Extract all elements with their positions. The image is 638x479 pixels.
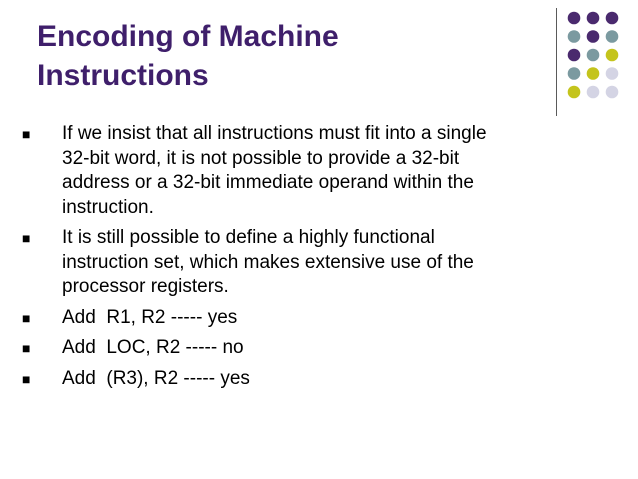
bullet-item — [18, 226, 578, 300]
bullet-text-line: instruction set, which makes extensive use of the — [62, 251, 474, 273]
decorative-dot — [587, 67, 600, 80]
decorative-dot — [568, 49, 581, 62]
decorative-dot — [568, 67, 581, 80]
decorative-dot — [587, 86, 600, 99]
slide-title-line-1: Encoding of Machine — [37, 20, 339, 53]
decorative-dot — [606, 67, 619, 80]
decorative-dot — [587, 12, 600, 25]
slide-title — [37, 17, 339, 95]
decorative-dot — [568, 86, 581, 99]
bullet-text-line: It is still possible to define a highly functional — [62, 227, 435, 248]
bullet-text-line: processor registers. — [62, 276, 229, 297]
bullet-text-line: If we insist that all instructions must fit into a single — [62, 123, 487, 144]
square-bullet-icon: ■ — [22, 126, 31, 142]
bullet-text-line: Add R1, R2 ----- yes — [62, 306, 238, 328]
decorative-dot — [568, 30, 581, 43]
bullet-item — [18, 367, 578, 392]
decorative-divider-line — [556, 8, 557, 116]
bullet-text-line: Add (R3), R2 ----- yes — [62, 367, 250, 389]
bullet-text-line: Add LOC, R2 ----- no — [62, 337, 244, 358]
square-bullet-icon: ■ — [22, 340, 31, 356]
decorative-dot — [606, 30, 619, 43]
bullet-list — [18, 122, 578, 397]
square-bullet-icon: ■ — [22, 370, 31, 387]
bullet-item — [18, 122, 578, 220]
decorative-dot — [587, 49, 600, 62]
decorative-dot — [606, 49, 619, 62]
decorative-dot — [606, 86, 619, 99]
square-bullet-icon: ■ — [22, 309, 31, 326]
square-bullet-icon: ■ — [22, 230, 31, 246]
decorative-dot — [568, 12, 581, 25]
bullet-text-line: 32-bit word, it is not possible to provide a 32-bit — [62, 147, 460, 169]
decorative-dot — [587, 30, 600, 43]
slide-title-line-2: Instructions — [37, 59, 209, 92]
bullet-item — [18, 306, 578, 331]
bullet-text-line: address or a 32-bit immediate operand within the — [62, 172, 474, 193]
decorative-dot — [606, 12, 619, 25]
decorative-dot-grid — [567, 11, 631, 103]
bullet-item — [18, 336, 578, 361]
bullet-text-line: instruction. — [62, 196, 154, 218]
